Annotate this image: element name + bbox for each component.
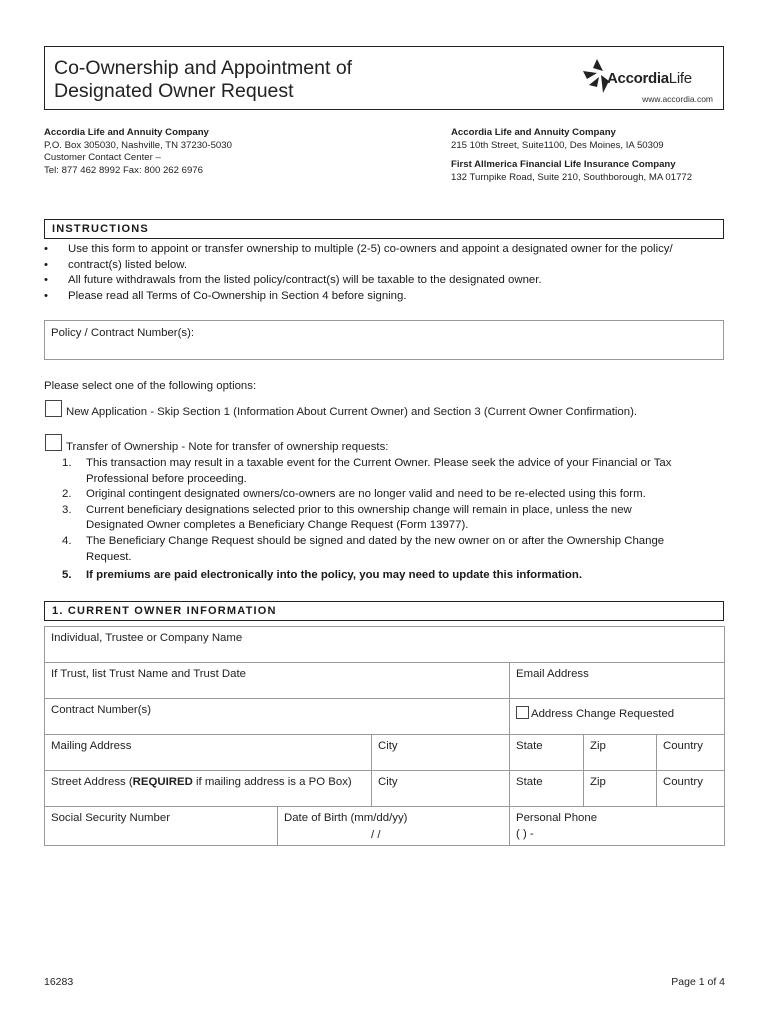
form-number: 16283 [44,976,74,988]
dob-field[interactable] [277,806,510,846]
address-left-company: Accordia Life and Annuity Company [44,127,209,138]
page-number: Page 1 of 4 [671,976,725,988]
address-right-company2: First Allmerica Financial Life Insurance Company [451,159,676,170]
note-number: 1. [62,457,72,469]
street-country-field[interactable] [656,770,725,807]
ssn-label: Social Security Number [51,812,171,824]
title-line-2: Designated Owner Request [54,80,294,102]
trust-name-label: If Trust, list Trust Name and Trust Date [51,668,246,680]
note-text-continued: Designated Owner completes a Beneficiary Change Request (Form 13977). [86,519,469,532]
transfer-ownership-checkbox[interactable] [45,434,62,451]
new-application-label: New Application - Skip Section 1 (Information About Current Owner) and Section 3 (Current Owner Confirmation). [66,406,638,418]
mailing-address-field[interactable] [44,734,372,771]
city-label: City [378,740,398,752]
contract-number-label: Contract Number(s) [51,704,152,716]
state-label: State [516,776,543,788]
policy-number-label: Policy / Contract Number(s): [51,327,195,339]
mailing-state-field[interactable] [509,734,584,771]
transfer-note-emphasis [62,568,722,584]
contract-number-field[interactable] [44,698,510,735]
address-right-line2: 132 Turnpike Road, Suite 210, Southborough, MA 01772 [451,171,693,183]
mailing-address-label: Mailing Address [51,740,132,752]
dob-label: Date of Birth (mm/dd/yy) [284,812,408,824]
transfer-ownership-label: Transfer of Ownership - Note for transfer of ownership requests: [66,441,389,453]
transfer-note [62,487,722,503]
street-state-field[interactable] [509,770,584,807]
note-text-continued: Professional before proceeding. [86,472,247,485]
logo-brand-light: Life [668,70,692,87]
dob-separators: / / [371,829,381,841]
address-right [451,127,751,184]
address-left-line1: P.O. Box 305030, Nashville, TN 37230-5030 [44,139,232,151]
street-address-field[interactable] [44,770,372,807]
note-text: Original contingent designated owners/co-owners are no longer valid and need to be re-elected using this form. [86,488,646,501]
instruction-item: • All future withdrawals from the listed policy/contract(s) will be taxable to the designated owner. [44,273,734,289]
instruction-item: • Use this form to appoint or transfer ownership to multiple (2-5) co-owners and appoint a designated owner for the policy/ [44,242,734,258]
street-label-required: REQUIRED [132,776,193,788]
note-text: The Beneficiary Change Request should be signed and dated by the new owner on or after the Ownership Change [86,534,665,547]
address-right-company: Accordia Life and Annuity Company [451,127,616,138]
policy-number-field[interactable] [44,320,724,360]
ssn-field[interactable] [44,806,278,846]
street-label-prefix: Street Address ( [51,776,133,788]
mailing-zip-field[interactable] [583,734,657,771]
instruction-continued-text: contract(s) listed below. [68,258,188,271]
title-box [44,46,724,110]
email-field[interactable] [509,662,725,699]
email-label: Email Address [516,668,589,680]
address-change-cell [509,698,725,735]
owner-name-field[interactable] [44,626,725,663]
transfer-note [62,456,722,487]
note-number: 5. [62,569,72,582]
mailing-city-field[interactable] [371,734,510,771]
address-left [44,127,384,177]
zip-label: Zip [590,740,606,752]
note-number: 4. [62,534,72,547]
transfer-notes-list [62,456,722,584]
country-label: Country [663,740,703,752]
street-label-suffix: if mailing address is a PO Box) [192,776,352,788]
trust-name-field[interactable] [44,662,510,699]
title-line-1: Co-Ownership and Appointment of [54,57,353,79]
note-text: If premiums are paid electronically into the policy, you may need to update this information. [86,569,583,582]
note-text-continued: Request. [86,550,132,563]
note-number: 2. [62,488,72,501]
accordia-logo-icon [583,59,609,93]
address-change-row [516,706,674,720]
options-prompt: Please select one of the following options: [44,380,257,392]
street-address-label [51,776,352,788]
transfer-note [62,503,722,534]
new-application-checkbox[interactable] [45,400,62,417]
address-left-line3: Tel: 877 462 8992 Fax: 800 262 6976 [44,164,203,176]
street-zip-field[interactable] [583,770,657,807]
address-left-line2: Customer Contact Center – [44,152,161,163]
country-label: Country [663,776,703,788]
owner-name-label: Individual, Trustee or Company Name [51,632,243,644]
logo-url: www.accordia.com [642,94,713,104]
instructions-list [44,242,734,304]
page-title [54,57,352,103]
note-text: This transaction may result in a taxable event for the Current Owner. Please seek the advice of your Financial or Tax [86,457,672,469]
instructions-heading: INSTRUCTIONS [44,219,724,239]
address-change-checkbox[interactable] [516,706,529,719]
phone-mask: ( ) - [516,828,534,840]
note-number: 3. [62,503,72,516]
zip-label: Zip [590,776,606,788]
address-right-line1: 215 10th Street, Suite1100, Des Moines, IA 50309 [451,139,664,151]
logo-wordmark [607,70,692,87]
transfer-note [62,534,722,565]
city-label: City [378,776,398,788]
note-text: Current beneficiary designations selected prior to this ownership change will remain in place, unless the new [86,503,632,516]
company-logo [583,59,713,103]
state-label: State [516,740,543,752]
phone-label: Personal Phone [516,812,598,824]
address-change-label: Address Change Requested [531,708,675,720]
street-city-field[interactable] [371,770,510,807]
phone-field[interactable] [509,806,725,846]
mailing-country-field[interactable] [656,734,725,771]
logo-brand-bold: Accordia [607,70,669,87]
section1-heading: 1. CURRENT OWNER INFORMATION [44,601,724,621]
instruction-item: • Please read all Terms of Co-Ownership in Section 4 before signing. [44,289,734,305]
instruction-item-continued [44,258,734,274]
